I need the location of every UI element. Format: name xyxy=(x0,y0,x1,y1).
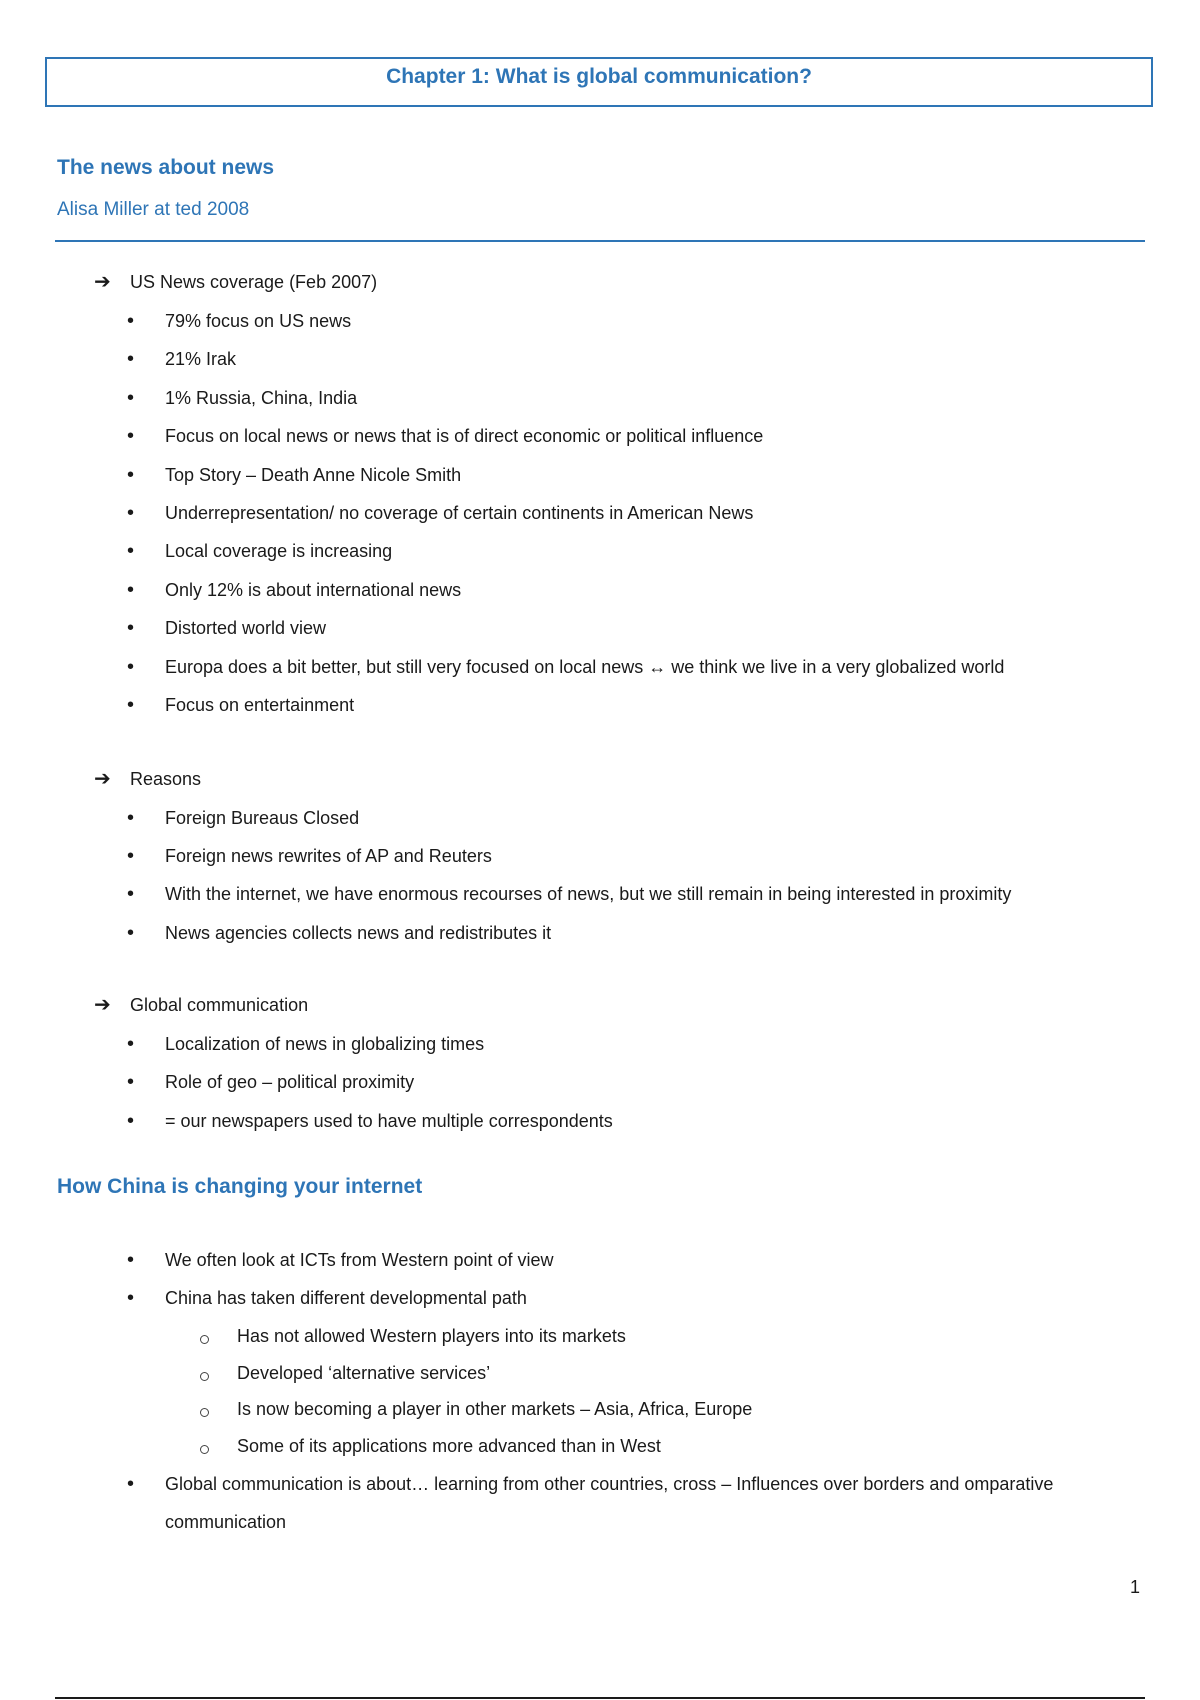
list-item: Global communication is about… learning from other countries, cross – Influences over borders and omparative xyxy=(165,1474,1054,1494)
page-number: 1 xyxy=(1130,1577,1141,1597)
sub-list-item: Has not allowed Western players into its markets xyxy=(237,1326,626,1346)
list-item: We often look at ICTs from Western point of view xyxy=(165,1250,554,1270)
list-heading-reasons: Reasons xyxy=(130,769,202,789)
bullet-icon: • xyxy=(127,807,135,829)
section-subtitle: Alisa Miller at ted 2008 xyxy=(57,199,250,220)
list-item: Top Story – Death Anne Nicole Smith xyxy=(165,465,462,485)
bullet-icon: • xyxy=(127,1110,135,1132)
sub-list-item: Developed ‘alternative services’ xyxy=(237,1363,491,1383)
list-item: Local coverage is increasing xyxy=(165,541,393,561)
list-item: 1% Russia, China, India xyxy=(165,388,358,408)
circle-bullet-icon xyxy=(200,1445,209,1454)
list-heading-global-communication: Global communication xyxy=(130,995,309,1015)
arrow-bullet-icon: ➔ xyxy=(94,271,111,293)
bullet-icon: • xyxy=(127,502,135,524)
arrow-bullet-icon: ➔ xyxy=(94,994,111,1016)
bullet-icon: • xyxy=(127,883,135,905)
list-item: Foreign Bureaus Closed xyxy=(165,808,360,828)
list-item: Focus on local news or news that is of direct economic or political influence xyxy=(165,426,764,446)
list-item: Only 12% is about international news xyxy=(165,580,462,600)
list-item: Localization of news in globalizing times xyxy=(165,1034,485,1054)
list-item: 21% Irak xyxy=(165,349,237,369)
bullet-icon: • xyxy=(127,845,135,867)
list-item: Role of geo – political proximity xyxy=(165,1072,415,1092)
chapter-title-box xyxy=(45,57,1153,107)
list-item: News agencies collects news and redistributes it xyxy=(165,923,552,943)
section-title-china: How China is changing your internet xyxy=(57,1175,423,1198)
bullet-icon: • xyxy=(127,1287,135,1309)
bullet-icon: • xyxy=(127,425,135,447)
bullet-icon: • xyxy=(127,1473,135,1495)
sub-list-item: Some of its applications more advanced than in West xyxy=(237,1436,661,1456)
list-item: China has taken different developmental path xyxy=(165,1288,527,1308)
list-item: 79% focus on US news xyxy=(165,311,352,331)
list-item-continuation: communication xyxy=(165,1512,287,1532)
bullet-icon: • xyxy=(127,464,135,486)
bullet-icon: • xyxy=(127,579,135,601)
bullet-icon: • xyxy=(127,540,135,562)
list-item: Foreign news rewrites of AP and Reuters xyxy=(165,846,492,866)
circle-bullet-icon xyxy=(200,1408,209,1417)
bullet-icon: • xyxy=(127,387,135,409)
circle-bullet-icon xyxy=(200,1335,209,1344)
list-heading-us-news: US News coverage (Feb 2007) xyxy=(130,272,378,292)
footer-divider xyxy=(55,1697,1145,1699)
bullet-icon: • xyxy=(127,1033,135,1055)
list-item: With the internet, we have enormous recourses of news, but we still remain in being interested in proximity xyxy=(165,884,1012,904)
section-title-news: The news about news xyxy=(57,156,275,179)
list-item: Europa does a bit better, but still very focused on local news ↔ we think we live in a very globalized world xyxy=(165,657,1005,677)
bullet-icon: • xyxy=(127,656,135,678)
bullet-icon: • xyxy=(127,1071,135,1093)
bullet-icon: • xyxy=(127,1249,135,1271)
bullet-icon: • xyxy=(127,310,135,332)
list-item: Underrepresentation/ no coverage of certain continents in American News xyxy=(165,503,754,523)
list-item: Distorted world view xyxy=(165,618,327,638)
arrow-bullet-icon: ➔ xyxy=(94,768,111,790)
bullet-icon: • xyxy=(127,694,135,716)
circle-bullet-icon xyxy=(200,1372,209,1381)
bullet-icon: • xyxy=(127,922,135,944)
section-divider xyxy=(55,240,1145,242)
list-item: = our newspapers used to have multiple correspondents xyxy=(165,1111,613,1131)
chapter-title: Chapter 1: What is global communication? xyxy=(386,65,812,88)
sub-list-item: Is now becoming a player in other markets – Asia, Africa, Europe xyxy=(237,1399,753,1419)
bullet-icon: • xyxy=(127,348,135,370)
bullet-icon: • xyxy=(127,617,135,639)
list-item: Focus on entertainment xyxy=(165,695,355,715)
